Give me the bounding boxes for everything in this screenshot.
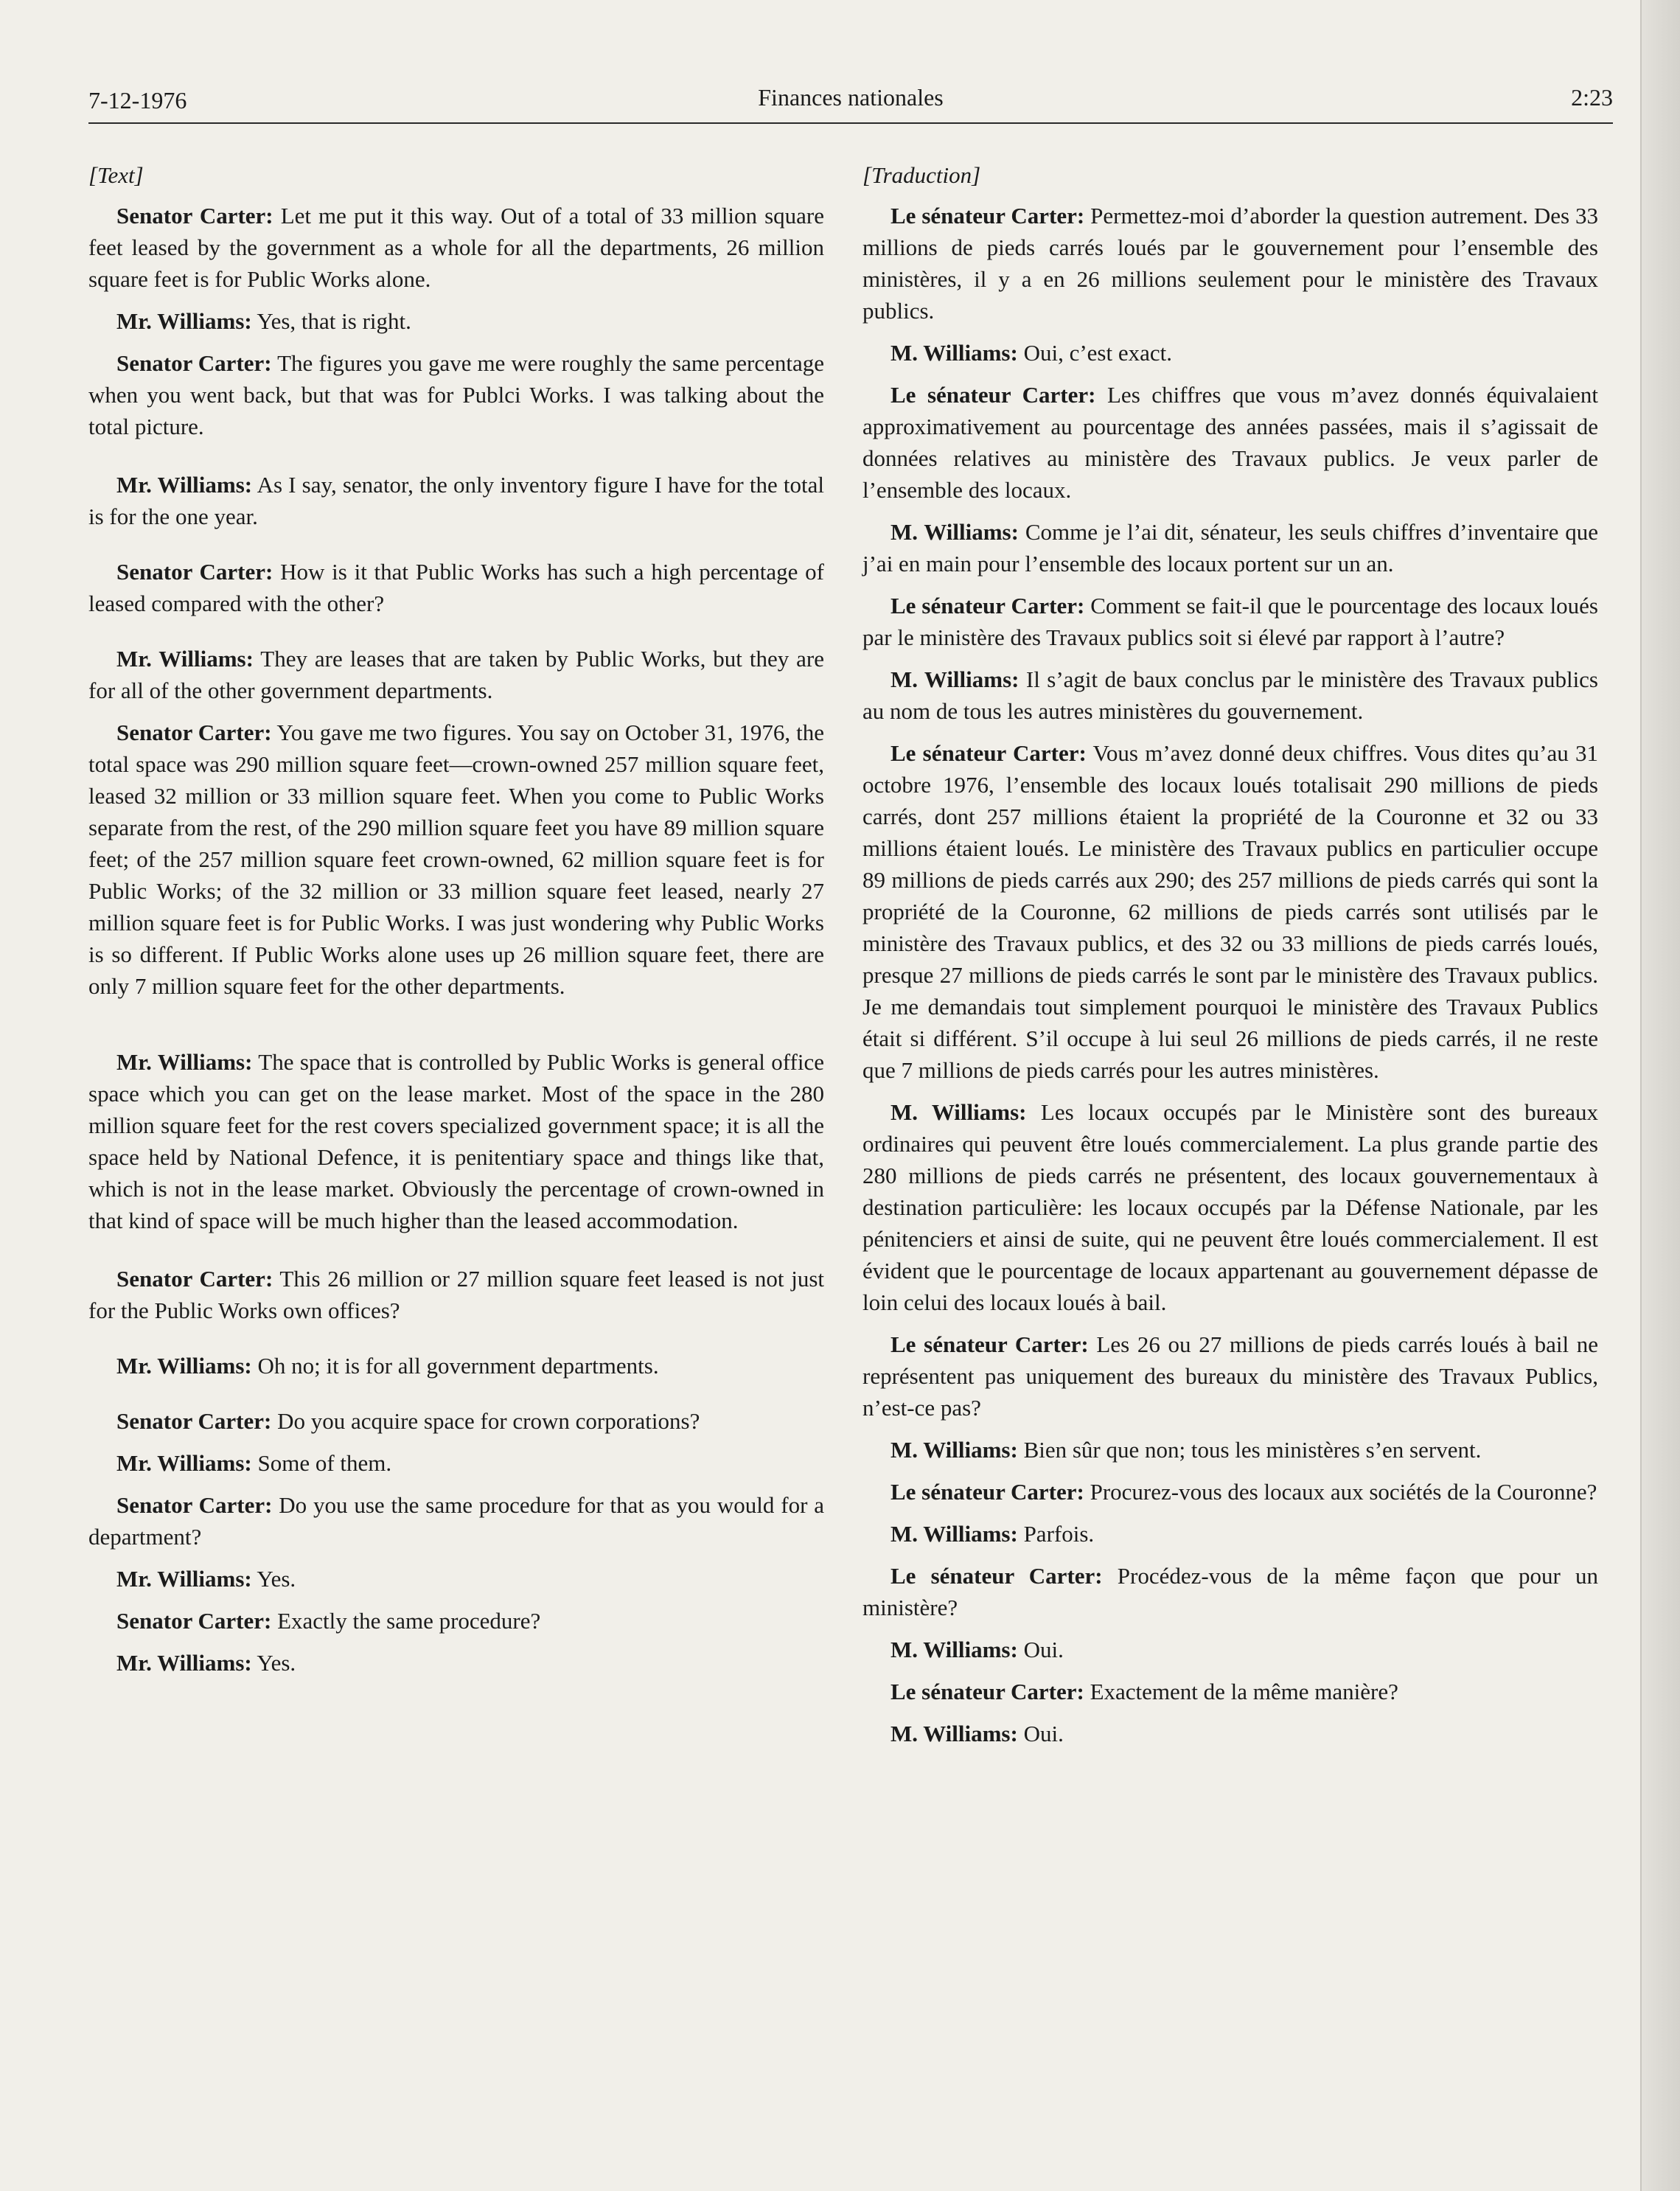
speech-text: They are leases that are taken by Public Works, but they are for all of the other government departments. bbox=[88, 646, 825, 703]
transcript-paragraph bbox=[862, 200, 1598, 327]
speaker-label: Mr. Williams: bbox=[116, 472, 253, 498]
speech-text: Yes, that is right. bbox=[257, 308, 411, 334]
speech-text: Permettez-moi d’aborder la question autrement. Des 33 millions de pieds carrés loués par le gouvernement pour l’ensemble des ministères, il y a en 26 millions seulement pour le ministère des Travaux publics. bbox=[862, 203, 1599, 324]
speaker-label: Senator Carter: bbox=[116, 350, 272, 376]
transcript-paragraph bbox=[88, 347, 824, 442]
speech-text: The figures you gave me were roughly the same percentage when you went back, but that was for Publci Works. I was talking about the total picture. bbox=[88, 350, 824, 439]
transcript-paragraph bbox=[862, 1718, 1598, 1749]
speech-text: Exactement de la même manière? bbox=[1090, 1679, 1398, 1704]
speech-text: Yes. bbox=[257, 1650, 296, 1676]
speaker-label: Le sénateur Carter: bbox=[890, 1563, 1103, 1589]
speech-text: How is it that Public Works has such a high percentage of leased compared with the other? bbox=[88, 559, 825, 616]
english-paragraphs bbox=[88, 200, 824, 1679]
transcript-paragraph bbox=[88, 200, 824, 295]
header-rule bbox=[88, 122, 1613, 124]
speaker-label: Le sénateur Carter: bbox=[890, 382, 1096, 408]
speech-text: Comment se fait-il que le pourcentage des locaux loués par le ministère des Travaux publics soit si élevé par rapport à l’autre? bbox=[862, 593, 1598, 650]
transcript-paragraph bbox=[88, 1647, 824, 1679]
header-page-number: 2:23 bbox=[1571, 84, 1613, 111]
speech-text: The space that is controlled by Public Works is general office space which you can get on the lease market. Most of the space in the 280 million square feet for the rest covers specialized government space; it is all the space held by National Defence, it is penitentiary space and things like that, which is not in the lease market. Obviously the percentage of crown-owned in that kind of space will be much higher than the leased accommodation. bbox=[88, 1049, 824, 1233]
speech-text: Oui. bbox=[1023, 1637, 1064, 1662]
speaker-label: Senator Carter: bbox=[116, 1408, 272, 1434]
speech-text: Oui, c’est exact. bbox=[1023, 340, 1172, 366]
french-paragraphs bbox=[862, 200, 1598, 1749]
speaker-label: Mr. Williams: bbox=[116, 1450, 252, 1476]
transcript-paragraph bbox=[862, 1328, 1598, 1424]
speaker-label: Mr. Williams: bbox=[116, 308, 252, 334]
speaker-label: Senator Carter: bbox=[116, 203, 273, 229]
speaker-label: Le sénateur Carter: bbox=[890, 1479, 1084, 1505]
speech-text: Do you use the same procedure for that as you would for a department? bbox=[88, 1492, 825, 1550]
speech-text: Bien sûr que non; tous les ministères s’en servent. bbox=[1023, 1437, 1482, 1463]
speech-text: As I say, senator, the only inventory figure I have for the total is for the one year. bbox=[88, 472, 825, 529]
transcript-paragraph bbox=[862, 663, 1598, 727]
speech-text: Parfois. bbox=[1023, 1521, 1095, 1547]
transcript-paragraph bbox=[88, 1405, 824, 1437]
speaker-label: Le sénateur Carter: bbox=[890, 1679, 1084, 1704]
speech-text: Exactly the same procedure? bbox=[277, 1608, 541, 1634]
transcript-paragraph bbox=[862, 1676, 1598, 1707]
speaker-label: Le sénateur Carter: bbox=[890, 203, 1085, 229]
speaker-label: Mr. Williams: bbox=[116, 1049, 253, 1075]
speech-text: Do you acquire space for crown corporations? bbox=[277, 1408, 700, 1434]
speaker-label: M. Williams: bbox=[890, 1099, 1027, 1125]
speaker-label: M. Williams: bbox=[890, 1721, 1018, 1746]
speech-text: Yes. bbox=[257, 1566, 296, 1592]
speech-text: Il s’agit de baux conclus par le ministère des Travaux publics au nom de tous les autres ministères du gouvernement. bbox=[862, 666, 1599, 724]
speaker-label: M. Williams: bbox=[890, 1521, 1018, 1547]
speaker-label: M. Williams: bbox=[890, 666, 1019, 692]
speaker-label: Le sénateur Carter: bbox=[890, 1331, 1089, 1357]
header-title: Finances nationales bbox=[758, 84, 944, 111]
speech-text: Oh no; it is for all government departments. bbox=[257, 1353, 659, 1379]
speech-text: You gave me two figures. You say on October 31, 1976, the total space was 290 million square feet—crown-owned 257 million square feet, leased 32 million or 33 million square feet. When you come to Public Works separate from the rest, of the 290 million square feet you have 89 million square feet; of the 257 million square feet crown-owned, 62 million square feet is for Public Works; of the 32 million or 33 million square feet leased, nearly 27 million square feet is for Public Works. I was just wondering why Public Works is so different. If Public Works alone uses up 26 million square feet, there are only 7 million square feet for the other departments. bbox=[88, 720, 824, 999]
speech-text: Some of them. bbox=[257, 1450, 392, 1476]
speaker-label: Mr. Williams: bbox=[116, 1650, 252, 1676]
transcript-paragraph bbox=[862, 379, 1598, 506]
transcript-paragraph bbox=[862, 1476, 1598, 1508]
french-column bbox=[862, 159, 1598, 1749]
speaker-label: Le sénateur Carter: bbox=[890, 593, 1085, 619]
transcript-paragraph bbox=[862, 1096, 1598, 1318]
speaker-label: M. Williams: bbox=[890, 519, 1019, 545]
speaker-label: Le sénateur Carter: bbox=[890, 740, 1087, 766]
speaker-label: Senator Carter: bbox=[116, 559, 273, 585]
transcript-paragraph bbox=[862, 1518, 1598, 1550]
transcript-paragraph bbox=[88, 305, 824, 337]
page-edge bbox=[1640, 0, 1680, 2191]
speaker-label: M. Williams: bbox=[890, 1437, 1018, 1463]
speaker-label: Mr. Williams: bbox=[116, 1566, 252, 1592]
transcript-paragraph bbox=[862, 516, 1598, 579]
running-header bbox=[88, 80, 1613, 121]
english-column bbox=[88, 159, 824, 1679]
speaker-label: Senator Carter: bbox=[116, 1608, 272, 1634]
speaker-label: M. Williams: bbox=[890, 1637, 1018, 1662]
speaker-label: Senator Carter: bbox=[116, 1492, 273, 1518]
speaker-label: M. Williams: bbox=[890, 340, 1018, 366]
speech-text: Vous m’avez donné deux chiffres. Vous dites qu’au 31 octobre 1976, l’ensemble des locaux loués totalisait 290 millions de pieds carrés, dont 257 millions étaient la propriété de la Couronne et 32 ou 33 millions étaient loués. Le ministère des Travaux publics en particulier occupe 89 millions de pieds carrés aux 290; des 257 millions de pieds carrés qui sont la propriété de la Couronne, 62 millions de pieds carrés sont utilisés par le ministère des Travaux publics, et des 32 ou 33 millions de pieds carrés loués, presque 27 millions de pieds carrés le sont par le ministère des Travaux publics. Je me demandais tout simplement pourquoi le ministère des Travaux Publics était si différent. S’il occupe à lui seul 26 millions de pieds carrés, il ne reste que 7 millions de pieds carrés pour les autres ministères. bbox=[862, 740, 1598, 1083]
speech-text: Les 26 ou 27 millions de pieds carrés loués à bail ne représentent pas uniquement des bureaux du ministère des Travaux Publics, n’est-ce pas? bbox=[862, 1331, 1599, 1421]
speaker-label: Mr. Williams: bbox=[116, 646, 254, 672]
transcript-paragraph bbox=[862, 1434, 1598, 1466]
transcript-paragraph bbox=[862, 737, 1598, 1086]
speech-text: Les chiffres que vous m’avez donnés équivalaient approximativement au pourcentage des années passées, mais il s’agissait de données relatives au ministère des Travaux publics. Je veux parler de l’ensemble des locaux. bbox=[862, 382, 1599, 503]
transcript-paragraph bbox=[88, 1489, 824, 1553]
transcript-paragraph bbox=[88, 1605, 824, 1637]
transcript-paragraph bbox=[862, 337, 1598, 369]
transcript-paragraph bbox=[88, 1447, 824, 1479]
speaker-label: Senator Carter: bbox=[116, 720, 272, 745]
transcript-paragraph bbox=[88, 717, 824, 1002]
transcript-paragraph bbox=[88, 469, 824, 532]
speech-text: Procédez-vous de la même façon que pour un ministère? bbox=[862, 1563, 1598, 1620]
transcript-paragraph bbox=[88, 1263, 824, 1326]
speech-text: Les locaux occupés par le Ministère sont des bureaux ordinaires qui peuvent être loués commercialement. La plus grande partie des 280 millions de pieds carrés ne présentent, des locaux gouvernementaux à destination particulière: les locaux occupés par la Défense Nationale, par les pénitenciers et ainsi de suite, qui ne peuvent être loués commercialement. Il est évident que le pourcentage de locaux appartenant au gouvernement dépasse de loin celui des locaux loués à bail. bbox=[862, 1099, 1599, 1315]
speaker-label: Mr. Williams: bbox=[116, 1353, 252, 1379]
speaker-label: Senator Carter: bbox=[116, 1266, 273, 1292]
transcript-paragraph bbox=[88, 1563, 824, 1595]
transcript-paragraph bbox=[88, 1046, 824, 1236]
french-column-tag: [Traduction] bbox=[862, 162, 981, 188]
english-column-tag: [Text] bbox=[88, 162, 144, 188]
transcript-paragraph bbox=[88, 556, 824, 619]
speech-text: Procurez-vous des locaux aux sociétés de la Couronne? bbox=[1090, 1479, 1597, 1505]
transcript-paragraph bbox=[88, 643, 824, 706]
speech-text: This 26 million or 27 million square feet leased is not just for the Public Works own offices? bbox=[88, 1266, 824, 1323]
transcript-paragraph bbox=[88, 1350, 824, 1382]
transcript-paragraph bbox=[862, 1634, 1598, 1665]
header-date: 7-12-1976 bbox=[88, 87, 187, 114]
transcript-paragraph bbox=[862, 1560, 1598, 1623]
speech-text: Comme je l’ai dit, sénateur, les seuls chiffres d’inventaire que j’ai en main pour l’ensemble des locaux portent sur un an. bbox=[862, 519, 1599, 577]
transcript-paragraph bbox=[862, 590, 1598, 653]
speech-text: Oui. bbox=[1023, 1721, 1064, 1746]
speech-text: Let me put it this way. Out of a total of 33 million square feet leased by the government as a whole for all the departments, 26 million square feet is for Public Works alone. bbox=[88, 203, 825, 292]
